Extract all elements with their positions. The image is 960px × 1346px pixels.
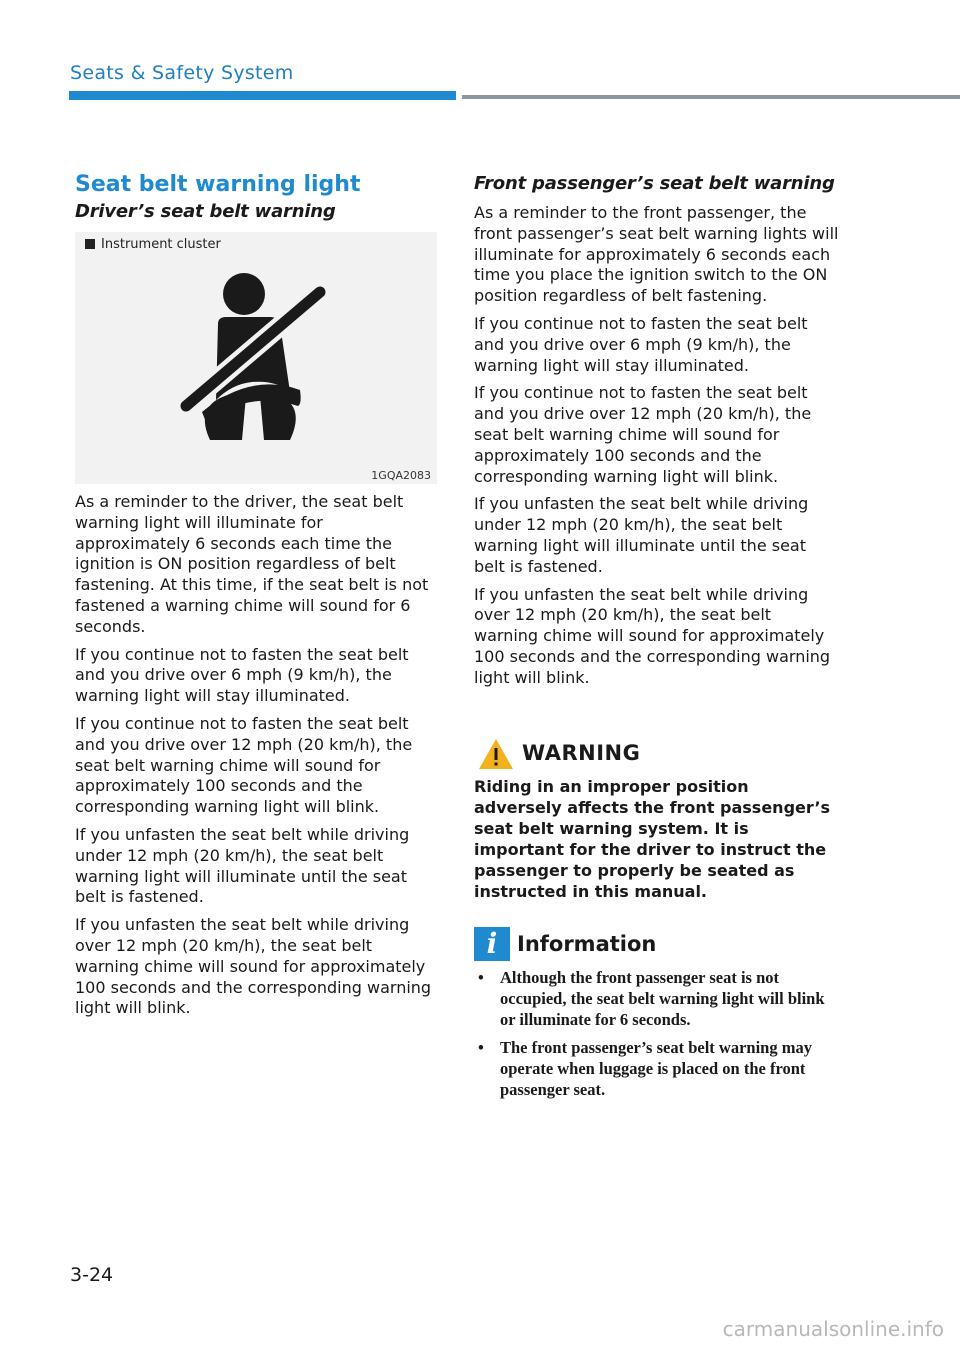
list-item [474,967,840,1030]
warning-label: WARNING [522,741,641,765]
left-paragraph: If you unfasten the seat belt while driving under 12 mph (20 km/h), the seat belt warning light will illuminate until the seat belt is fastened. [75,824,410,907]
passenger-subheading: Front passenger’s seat belt warning [474,173,835,194]
warning-text: Riding in an improper position adversely affects the front passenger’s seat belt warning system. It is important for the driver to instruct the passenger to properly be seated as instructed in this manual. [474,777,831,901]
information-list [474,967,840,1107]
watermark: carmanualsonline.info [722,1317,944,1341]
instrument-cluster-figure [75,232,437,484]
list-item [474,1037,840,1100]
list-item-text: Although the front passenger seat is not occupied, the seat belt warning light will blink or illuminate for 6 seconds. [500,968,825,1029]
left-text [75,492,437,1026]
caption-square-icon [85,239,95,249]
seat-belt-warning-icon [180,272,340,447]
right-paragraph: If you unfasten the seat belt while driving under 12 mph (20 km/h), the seat belt warning light will illuminate until the seat belt is fastened. [474,494,809,576]
left-paragraph: If you continue not to fasten the seat belt and you drive over 6 mph (9 km/h), the warning light will stay illuminated. [75,644,409,706]
information-label: Information [517,932,657,956]
page-number: 3-24 [70,1264,114,1286]
left-paragraph: If you continue not to fasten the seat belt and you drive over 12 mph (20 km/h), the seat belt warning chime will sound for approximately 100 seconds and the corresponding warning light will blink. [75,713,413,817]
figure-caption-text: Instrument cluster [101,237,221,252]
section-title: Seats & Safety System [70,62,294,84]
bullet-glyph: • [478,1038,484,1057]
left-paragraph: If you unfasten the seat belt while driving over 12 mph (20 km/h), the seat belt warning chime will sound for approximately 100 seconds and the corresponding warning light will blink. [75,915,432,1018]
right-paragraph: If you continue not to fasten the seat belt and you drive over 6 mph (9 km/h), the warning light will stay illuminated. [474,313,808,375]
info-icon: i [474,927,510,961]
main-heading: Seat belt warning light [75,172,361,197]
header-rule-blue [69,91,456,100]
right-paragraph: As a reminder to the front passenger, the front passenger’s seat belt warning lights will illuminate for approximately 6 seconds each time you place the ignition switch to the ON position regardless of belt fastening. [474,203,839,306]
driver-subheading: Driver’s seat belt warning [75,201,336,222]
right-paragraph: If you continue not to fasten the seat belt and you drive over 12 mph (20 km/h), the seat belt warning chime will sound for approximately 100 seconds and the corresponding warning light will blink. [474,383,812,486]
warning-triangle-icon [478,738,514,770]
header-rule-gray [462,95,960,99]
list-item-text: The front passenger’s seat belt warning may operate when luggage is placed on the front passenger seat. [500,1038,812,1099]
left-paragraph: As a reminder to the driver, the seat belt warning light will illuminate for approximately 6 seconds each time the ignition is ON position regardless of belt fastening. At this time, if the seat belt is not fastened a warning chime will sound for 6 seconds. [75,492,429,636]
right-text [474,203,840,696]
bullet-glyph: • [478,968,484,987]
figure-code: 1GQA2083 [371,469,431,482]
right-paragraph: If you unfasten the seat belt while driving over 12 mph (20 km/h), the seat belt warning chime will sound for approximately 100 seconds and the corresponding warning light will blink. [474,584,831,687]
figure-caption [85,237,221,252]
